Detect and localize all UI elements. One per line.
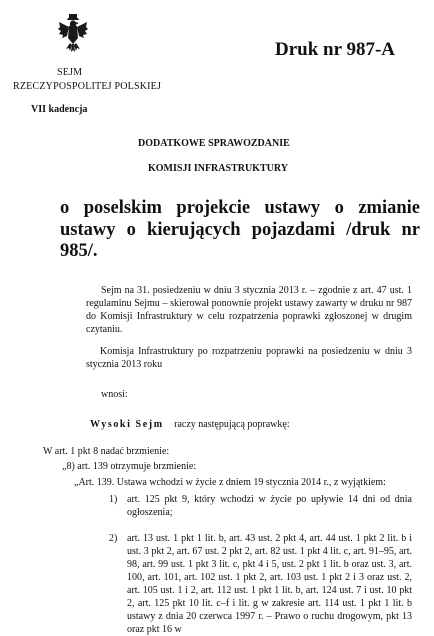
print-number: Druk nr 987-A [275,39,395,60]
wnosi-label: wnosi: [101,389,128,400]
list-item-number: 1) [109,494,118,505]
wysoki-sejm-text: Wysoki Sejm [90,419,164,430]
list-item-text: art. 13 ust. 1 pkt 1 lit. b, art. 43 ust. 2 pkt 4, art. 44 ust. 1 pkt 2 lit. b i ust. 3 pkt 2, art. 67 ust. 2 pkt 2, art. 82 ust. 1 pkt 4 lit. c, art. 91–95, art. 98, art. 99 ust. 1 pkt 3 lit. c, pkt 4 i 5, ust. 2 pkt 1 lit. b oraz ust. 3, art. 100, art. 101, art. 102 ust. 1 pkt 2, art. 103 ust. 1 pkt 2 i 3 oraz ust. 2, art. 105 ust. 1 i 2, art. 112 ust. 1 pkt 1 lit. b, art. 124 ust. 7 i ust. 10 pkt 2, art. 125 pkt 10 lit. c–f i lit. g w zakresie art. 114 ust. 1 pkt 1 lit. b ustawy z dnia 20 czerwca 1997 r. – Prawo o ruchu drogowym, pkt 13 oraz pkt 16 w [127,533,412,635]
amendment-line-3: „Art. 139. Ustawa wchodzi w życie z dniem 19 stycznia 2014 r., z wyjątkiem: [74,477,386,488]
list-item-text: art. 125 pkt 9, który wchodzi w życie po upływie 14 dni od dnia ogłoszenia; [127,494,412,518]
document-title: o poselskim projekcie ustawy o zmianie ustawy o kierujących pojazdami /druk nr 985/. [60,198,420,261]
paragraph-2: Komisja Infrastruktury po rozpatrzeniu poprawki na posiedzeniu w dniu 3 stycznia 2013 roku [86,346,412,370]
committee-heading: KOMISJI INFRASTRUKTURY [148,163,288,174]
amendment-line-2: „8) art. 139 otrzymuje brzmienie: [62,461,197,472]
amendment-line-1: W art. 1 pkt 8 nadać brzmienie: [43,446,170,457]
polish-eagle-icon [58,14,88,54]
list-item-number: 2) [109,533,118,544]
institution-line-1: SEJM [57,67,83,78]
document-type-heading: DODATKOWE SPRAWOZDANIE [138,138,290,149]
term-label: VII kadencja [31,104,88,115]
paragraph-1: Sejm na 31. posiedzeniu w dniu 3 stycznia 2013 r. – zgodnie z art. 47 ust. 1 regulaminu Sejmu – skierował ponownie projekt ustawy zawarty w druku nr 987 do Komisji Infrastruktury w celu rozpatrzenia poprawki zgłoszonej w drugim czytaniu. [86,285,412,335]
institution-line-2: RZECZYPOSPOLITEJ POLSKIEJ [13,81,162,92]
motion-line [90,419,290,430]
motion-rest-text: raczy następującą poprawkę: [174,419,290,430]
